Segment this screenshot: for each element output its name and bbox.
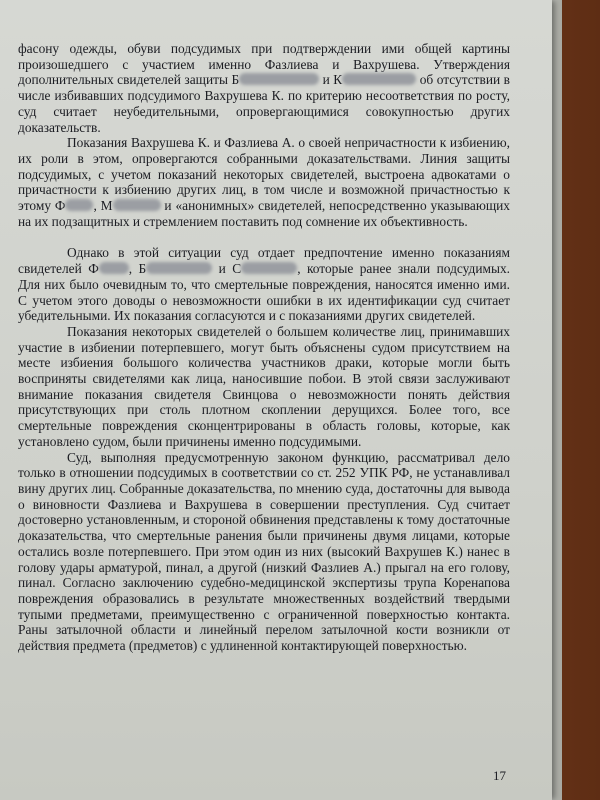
redacted-name [239,73,319,85]
paragraph-4: Показания некоторых свидетелей о большем количестве лиц, принимавших участие в избиении потерпевшего, могут быть объяснены судом присутствием на месте избиения большого количества участников драки, которые могли быть восприняты свидетелями как лица, наносившие побои. В этой связи заслуживают внимание показания свидетеля Свинцова о невозможности понять действия присутствующих при столь плотном скоплении дерущихся. Более того, все смертельные повреждения сконцентрированы в область головы, которые, как установлено судом, были причинены именно подсудимыми. [18,323,510,449]
paragraph-2: Показания Вахрушева К. и Фазлиева А. о своей непричастности к избиению, их роли в этом, опровергаются собранными доказательствами. Линия защиты подсудимых, с учетом показаний некоторых свидетелей, выстроена адвокатами о причастности к избиению других лиц, в том числе и возможной причастностью к этому Ф , М и «анонимных» свидетелей, непосредственно указывающих на их подзащитных и стремлением поставить под сомнение их объективность. [18,135,510,229]
paragraph-3: Однако в этой ситуации суд отдает предпочтение именно показаниям свидетелей Ф , Б и С , которые ранее знали подсудимых. Для них было очевидным то, что смертельные повреждения, наносятся именно ими. С учетом этого доводы о невозможности ошибки в их идентификации суд считает убедительными. Их показания согласуются и с показаниями других свидетелей. [18,245,511,324]
redacted-name [342,73,416,85]
sheet-edge [552,0,562,800]
redacted-name [241,262,297,274]
redacted-name [113,199,161,211]
redacted-name [65,199,93,211]
document-body [18,41,510,654]
paragraph-gap [18,229,510,245]
paragraph-1: фасону одежды, обуви подсудимых при подтверждении ими общей картины произошедшего с участием именно Фазлиева и Вахрушева. Утверждения дополнительных свидетелей защиты Б и К об отсутствии в числе избивавших подсудимого Вахрушева К. по критерию несоответствия по росту, суд считает неубедительными, опровергающимися совокупностью других доказательств. [18,41,510,135]
paragraph-5: Суд, выполняя предусмотренную законом функцию, рассматривал дело только в отношении подсудимых в соответствии со ст. 252 УПК РФ, не устанавливал вину других лиц. Собранные доказательства, по мнению суда, достаточны для вывода о виновности Фазлиева и Вахрушева в совершении преступления. Суд считает достоверно установленным, и стороной обвинения представлены к тому достаточные доказательства, что смертельные ранения были причинены двумя лицами, которые остались возле потерпевшего. При этом один из них (высокий Вахрушев К.) нанес в голову удары арматурой, пинал, а другой (низкий Фазлиев А.) прыгал на его голову, пинал. Согласно заключению судебно-медицинской экспертизы трупа Коренапова повреждения образовались в результате множественных воздействий твердыми тупыми предметами, преимущественно с ограниченной поверхностью контакта. Раны затылочной области и линейный перелом затылочной кости возникли от действия предмета (предметов) с удлиненной контактирующей поверхностью. [18,449,510,654]
redacted-name [146,262,212,274]
page-number: 17 [493,768,506,783]
redacted-name [99,262,129,274]
